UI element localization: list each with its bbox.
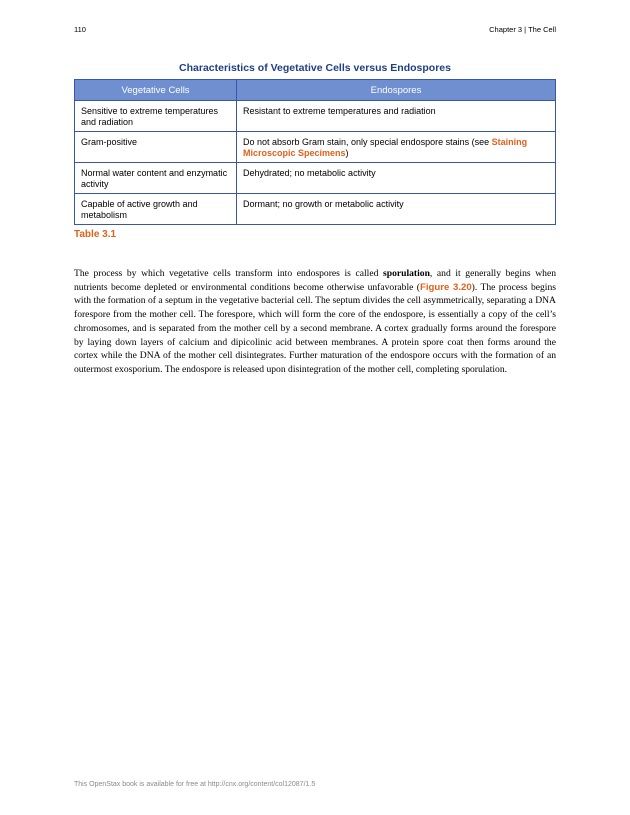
header-separator: | (522, 25, 529, 34)
page-number: 110 (74, 25, 86, 34)
page-footer: This OpenStax book is available for free at http://cnx.org/content/col12087/1.5 (74, 781, 316, 788)
paragraph-text: ). The process begins with the formation of a septum in the vegetative bacterial cell. The septum divides the cell asymmetrically, separating a DNA forespore from the mother cell. The forespore, which will form the core of the endospore, is essentially a copy of the cell’s chromosomes, and is separated from the mother cell by a second membrane. A cortex gradually forms around the forespore by laying down layers of calcium and dipicolinic acid between membranes. A protein spore coat then forms around the cortex while the DNA of the mother cell disintegrates. Further maturation of the endospore occurs with the formation of an outermost exosporium. The endospore is released upon disintegration of the mother cell, completing sporulation. (74, 281, 557, 375)
chapter-title: The Cell (528, 25, 556, 34)
endospore-cell: Dormant; no growth or metabolic activity (237, 194, 556, 225)
endospore-text: Do not absorb Gram stain, only special endospore stains (see (243, 137, 492, 147)
table-row (75, 163, 556, 194)
table-row (75, 132, 556, 163)
table-row (75, 194, 556, 225)
vegetative-cell: Capable of active growth and metabolism (75, 194, 237, 225)
vegetative-cell: Normal water content and enzymatic activity (75, 163, 237, 194)
chapter-prefix: Chapter 3 (489, 25, 523, 34)
vegetative-cell: Sensitive to extreme temperatures and radiation (75, 101, 237, 132)
paragraph-text: , and it generally begins when nutrients become depleted or environmental conditions become otherwise unfavorable ( (74, 268, 557, 293)
endospore-cell: Resistant to extreme temperatures and radiation (237, 101, 556, 132)
running-head (489, 25, 556, 34)
column-header-endospores: Endospores (237, 80, 556, 101)
sporulation-paragraph (74, 267, 556, 377)
paragraph-text: The process by which vegetative cells transform into endospores is called (74, 268, 383, 279)
table-title: Characteristics of Vegetative Cells versus Endospores (179, 62, 451, 74)
characteristics-table (74, 79, 556, 225)
endospore-text-end: ) (345, 148, 349, 158)
table-header-row (75, 80, 556, 101)
vegetative-cell: Gram-positive (75, 132, 237, 163)
table-label: Table 3.1 (74, 229, 117, 240)
staining-specimens-link[interactable]: Staining Microscopic Specimens (243, 137, 528, 158)
column-header-vegetative: Vegetative Cells (75, 80, 237, 101)
key-term-sporulation: sporulation (383, 268, 430, 279)
page-header (74, 25, 556, 34)
table-row (75, 101, 556, 132)
endospore-cell (237, 132, 556, 163)
figure-3-20-link[interactable]: Figure 3.20 (420, 281, 472, 293)
endospore-cell: Dehydrated; no metabolic activity (237, 163, 556, 194)
